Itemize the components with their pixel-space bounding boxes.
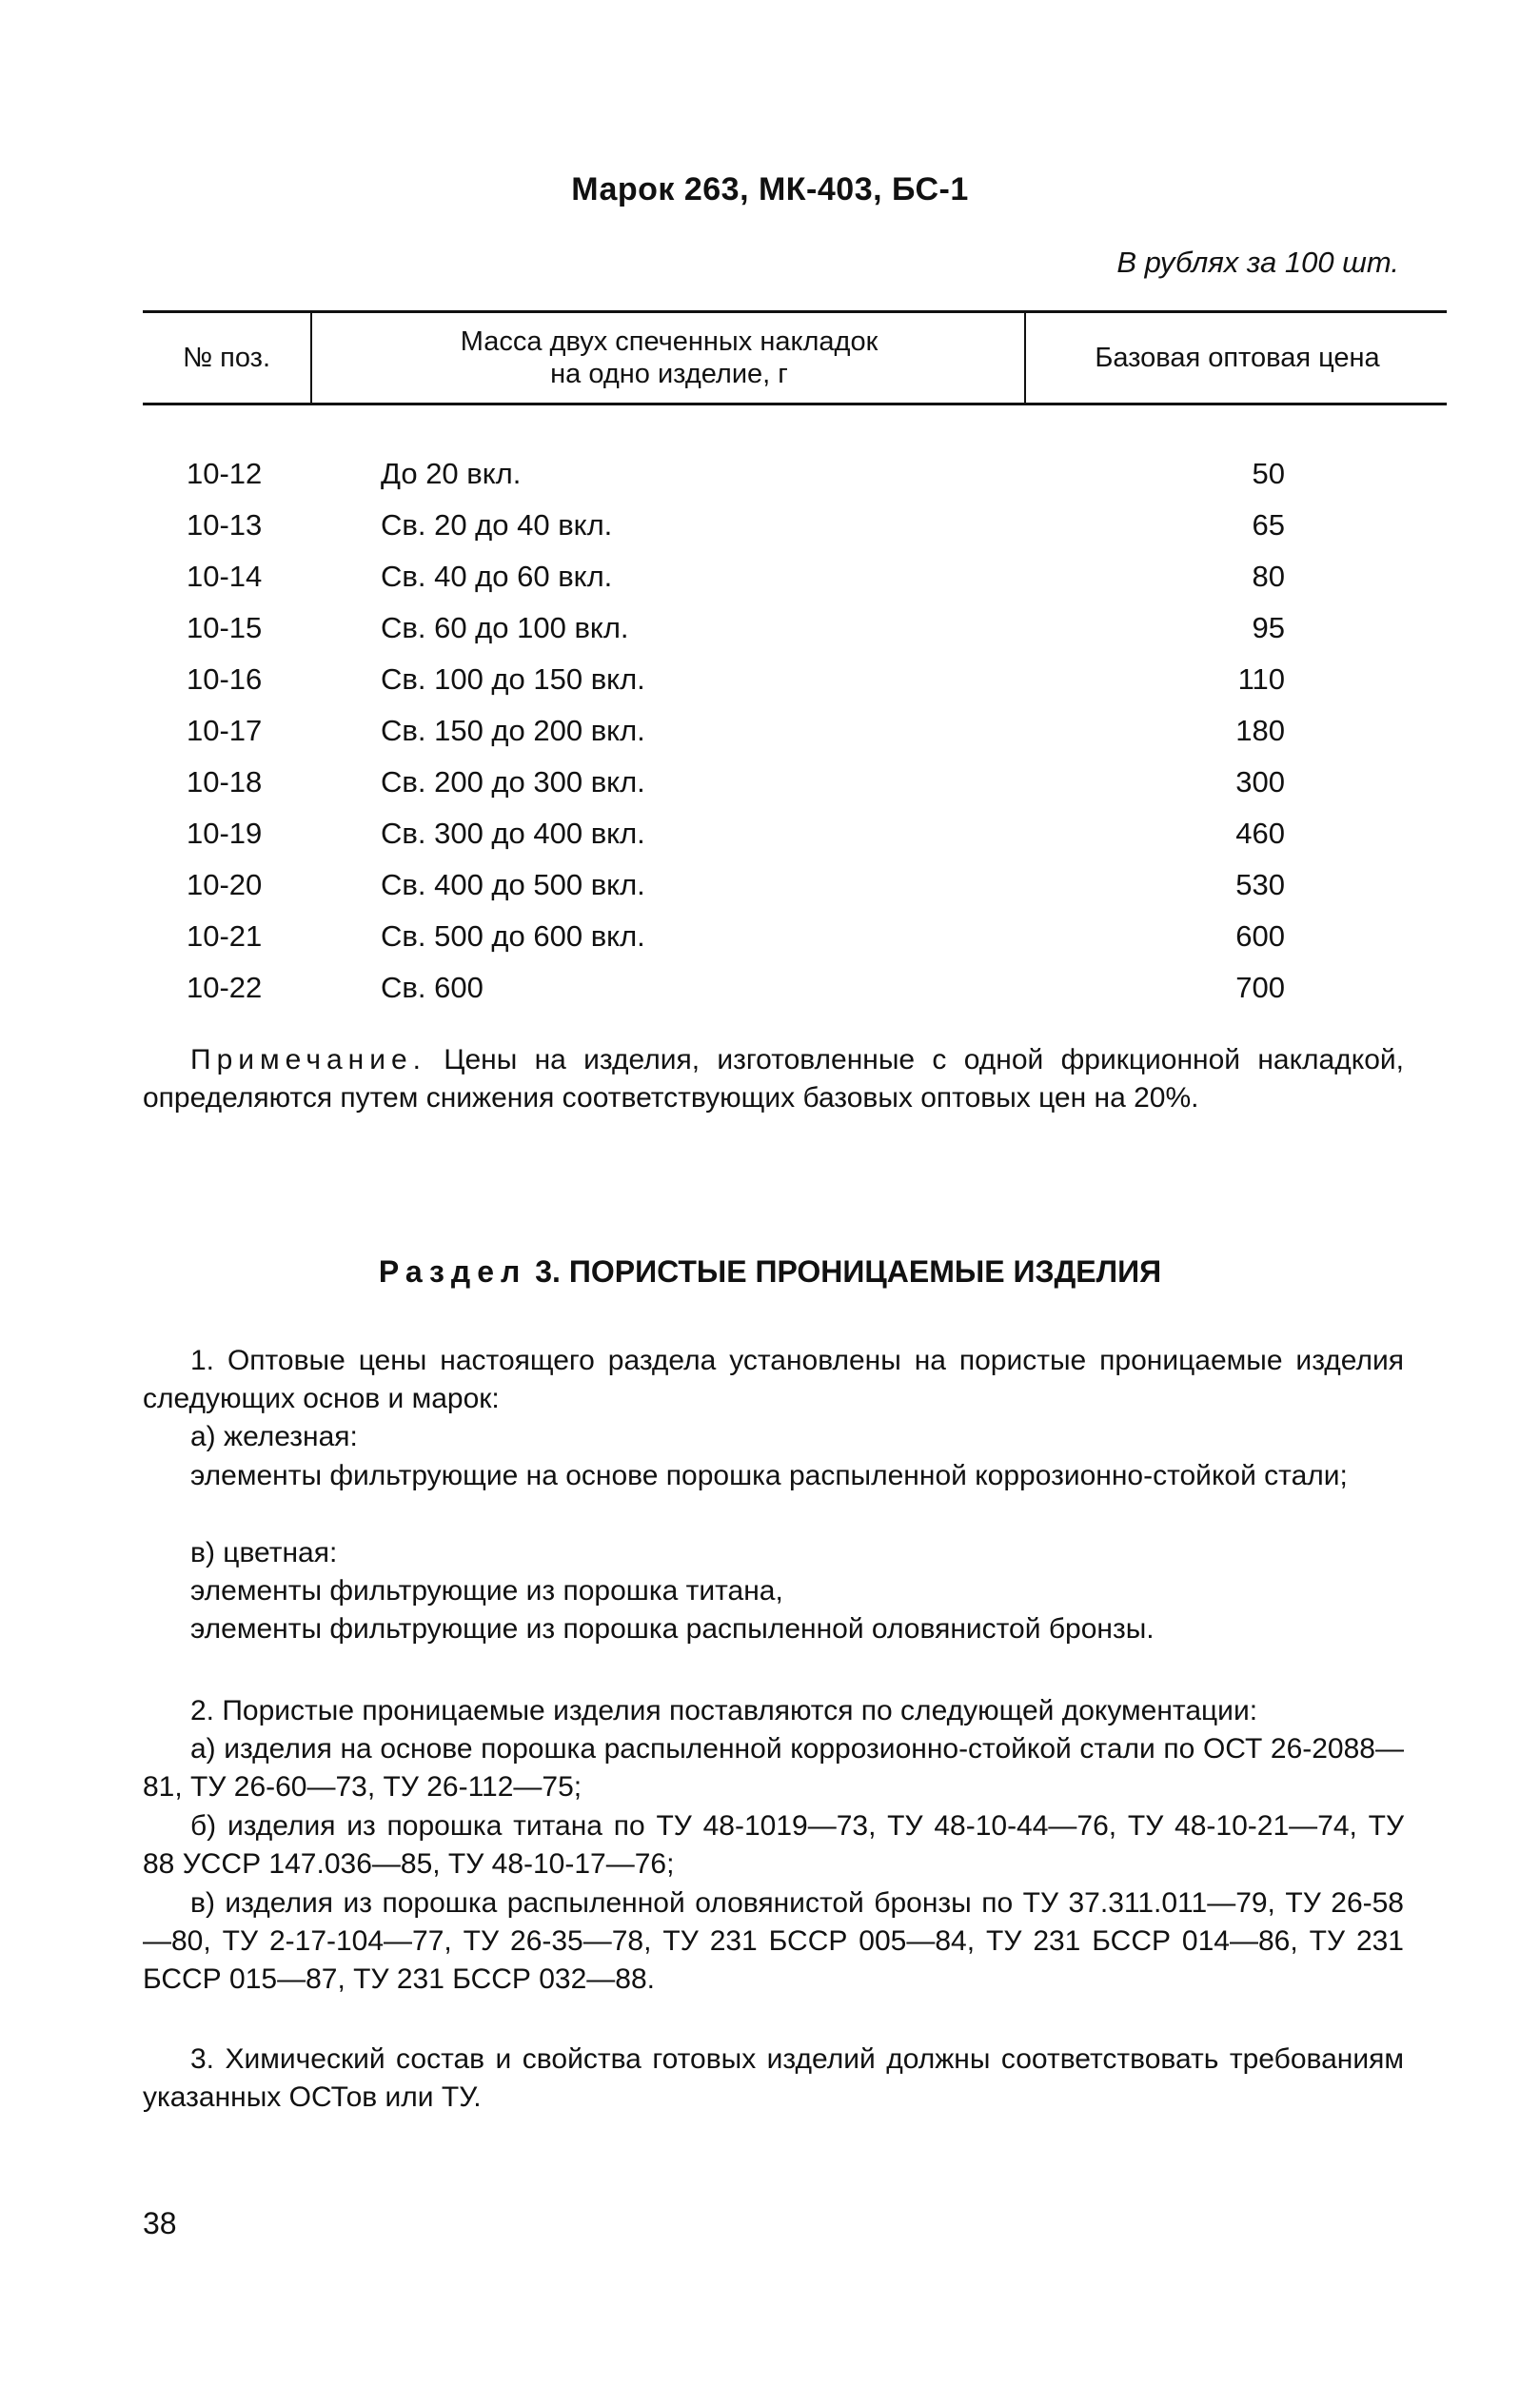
header-pos-label: № поз. xyxy=(182,343,271,373)
header-mass xyxy=(310,313,1026,403)
item-1-text: 1. Оптовые цены настоящего раздела установлены на пористые проницаемые изделия следующих основ и марок: xyxy=(143,1345,1404,1414)
item-1-a-text: элементы фильтрующие на основе порошка распыленной коррозионно-стойкой стали; xyxy=(190,1460,1348,1491)
table-row xyxy=(143,912,1285,963)
table-row xyxy=(143,449,1285,501)
cell-price: 460 xyxy=(1235,817,1285,850)
note-label: Примечание. xyxy=(190,1044,426,1075)
table-header xyxy=(143,310,1447,405)
item-2-a: а) изделия на основе порошка распыленной коррозионно-стойкой стали по ОСТ 26-2088—81, ТУ 26-60—73, ТУ 26-112—75; xyxy=(143,1733,1404,1803)
page-number: 38 xyxy=(143,2206,177,2240)
item-3-text: 3. Химический состав и свойства готовых изделий должны соответствовать требованиям указанных ОСТов или ТУ. xyxy=(143,2043,1404,2113)
cell-price: 530 xyxy=(1235,868,1285,901)
cell-price: 700 xyxy=(1235,971,1285,1004)
cell-mass: Св. 20 до 40 вкл. xyxy=(381,508,613,542)
item-1-a-label: а) железная: xyxy=(190,1421,358,1452)
cell-pos: 10-12 xyxy=(187,457,263,490)
table-title: Марок 263, МК-403, БС-1 xyxy=(571,171,969,207)
cell-price: 50 xyxy=(1252,457,1285,490)
item-2-b: б) изделия из порошка титана по ТУ 48-1019—73, ТУ 48-10-44—76, ТУ 48-10-21—74, ТУ 88 УССР 147.036—85, ТУ 48-10-17—76; xyxy=(143,1810,1404,1880)
table-row xyxy=(143,655,1285,706)
table-row xyxy=(143,860,1285,912)
table-row xyxy=(143,809,1285,860)
cell-price: 300 xyxy=(1235,765,1285,799)
header-pos xyxy=(143,313,310,403)
units-note: В рублях за 100 шт. xyxy=(1116,246,1399,279)
header-price xyxy=(1024,313,1449,403)
cell-price: 65 xyxy=(1252,508,1285,542)
cell-mass: Св. 400 до 500 вкл. xyxy=(381,868,645,901)
cell-pos: 10-17 xyxy=(187,714,263,747)
table-row xyxy=(143,603,1285,655)
cell-price: 180 xyxy=(1235,714,1285,747)
cell-price: 600 xyxy=(1235,919,1285,953)
cell-pos: 10-13 xyxy=(187,508,263,542)
cell-pos: 10-21 xyxy=(187,919,263,953)
table-row xyxy=(143,501,1285,552)
cell-mass: Св. 200 до 300 вкл. xyxy=(381,765,645,799)
item-2-text: 2. Пористые проницаемые изделия поставляются по следующей документации: xyxy=(190,1695,1258,1726)
cell-mass: Св. 100 до 150 вкл. xyxy=(381,662,645,696)
header-mass-label: Масса двух спеченных накладок на одно изделие, г xyxy=(460,326,879,389)
table-row xyxy=(143,963,1285,1015)
table-row xyxy=(143,552,1285,603)
cell-price: 80 xyxy=(1252,560,1285,593)
table-row xyxy=(143,706,1285,758)
note-text: Цены на изделия, изготовленные с одной фрикционной накладкой, определяются путем снижения соответствующих базовых оптовых цен на 20%. xyxy=(143,1044,1404,1114)
item-1-v-text-1: элементы фильтрующие из порошка титана, xyxy=(190,1575,783,1607)
cell-pos: 10-15 xyxy=(187,611,263,644)
cell-mass: До 20 вкл. xyxy=(381,457,522,490)
table-note xyxy=(143,1041,1404,1117)
table-body xyxy=(143,449,1285,1015)
cell-pos: 10-18 xyxy=(187,765,263,799)
cell-pos: 10-16 xyxy=(187,662,263,696)
cell-pos: 10-20 xyxy=(187,868,263,901)
cell-mass: Св. 500 до 600 вкл. xyxy=(381,919,645,953)
cell-mass: Св. 60 до 100 вкл. xyxy=(381,611,629,644)
cell-price: 95 xyxy=(1252,611,1285,644)
item-2-v: в) изделия из порошка распыленной оловянистой бронзы по ТУ 37.311.011—79, ТУ 26-58—80, ТУ 2-17-104—77, ТУ 26-35—78, ТУ 231 БССР 005—84, ТУ 231 БССР 014—86, ТУ 231 БССР 015—87, ТУ 231 БССР 032—88. xyxy=(143,1887,1404,1995)
header-price-label: Базовая оптовая цена xyxy=(1095,343,1380,373)
cell-mass: Св. 600 xyxy=(381,971,484,1004)
cell-price: 110 xyxy=(1237,662,1285,696)
item-1-v-label: в) цветная: xyxy=(190,1537,338,1568)
section-title-text: 3. ПОРИСТЫЕ ПРОНИЦАЕМЫЕ ИЗДЕЛИЯ xyxy=(535,1254,1162,1289)
cell-mass: Св. 40 до 60 вкл. xyxy=(381,560,613,593)
cell-mass: Св. 300 до 400 вкл. xyxy=(381,817,645,850)
cell-pos: 10-14 xyxy=(187,560,263,593)
cell-pos: 10-19 xyxy=(187,817,263,850)
cell-mass: Св. 150 до 200 вкл. xyxy=(381,714,645,747)
section-heading xyxy=(0,1254,1540,1290)
item-1-v-text-2: элементы фильтрующие из порошка распыленной оловянистой бронзы. xyxy=(190,1613,1155,1645)
section-label: Раздел xyxy=(378,1254,527,1289)
cell-pos: 10-22 xyxy=(187,971,263,1004)
table-row xyxy=(143,758,1285,809)
